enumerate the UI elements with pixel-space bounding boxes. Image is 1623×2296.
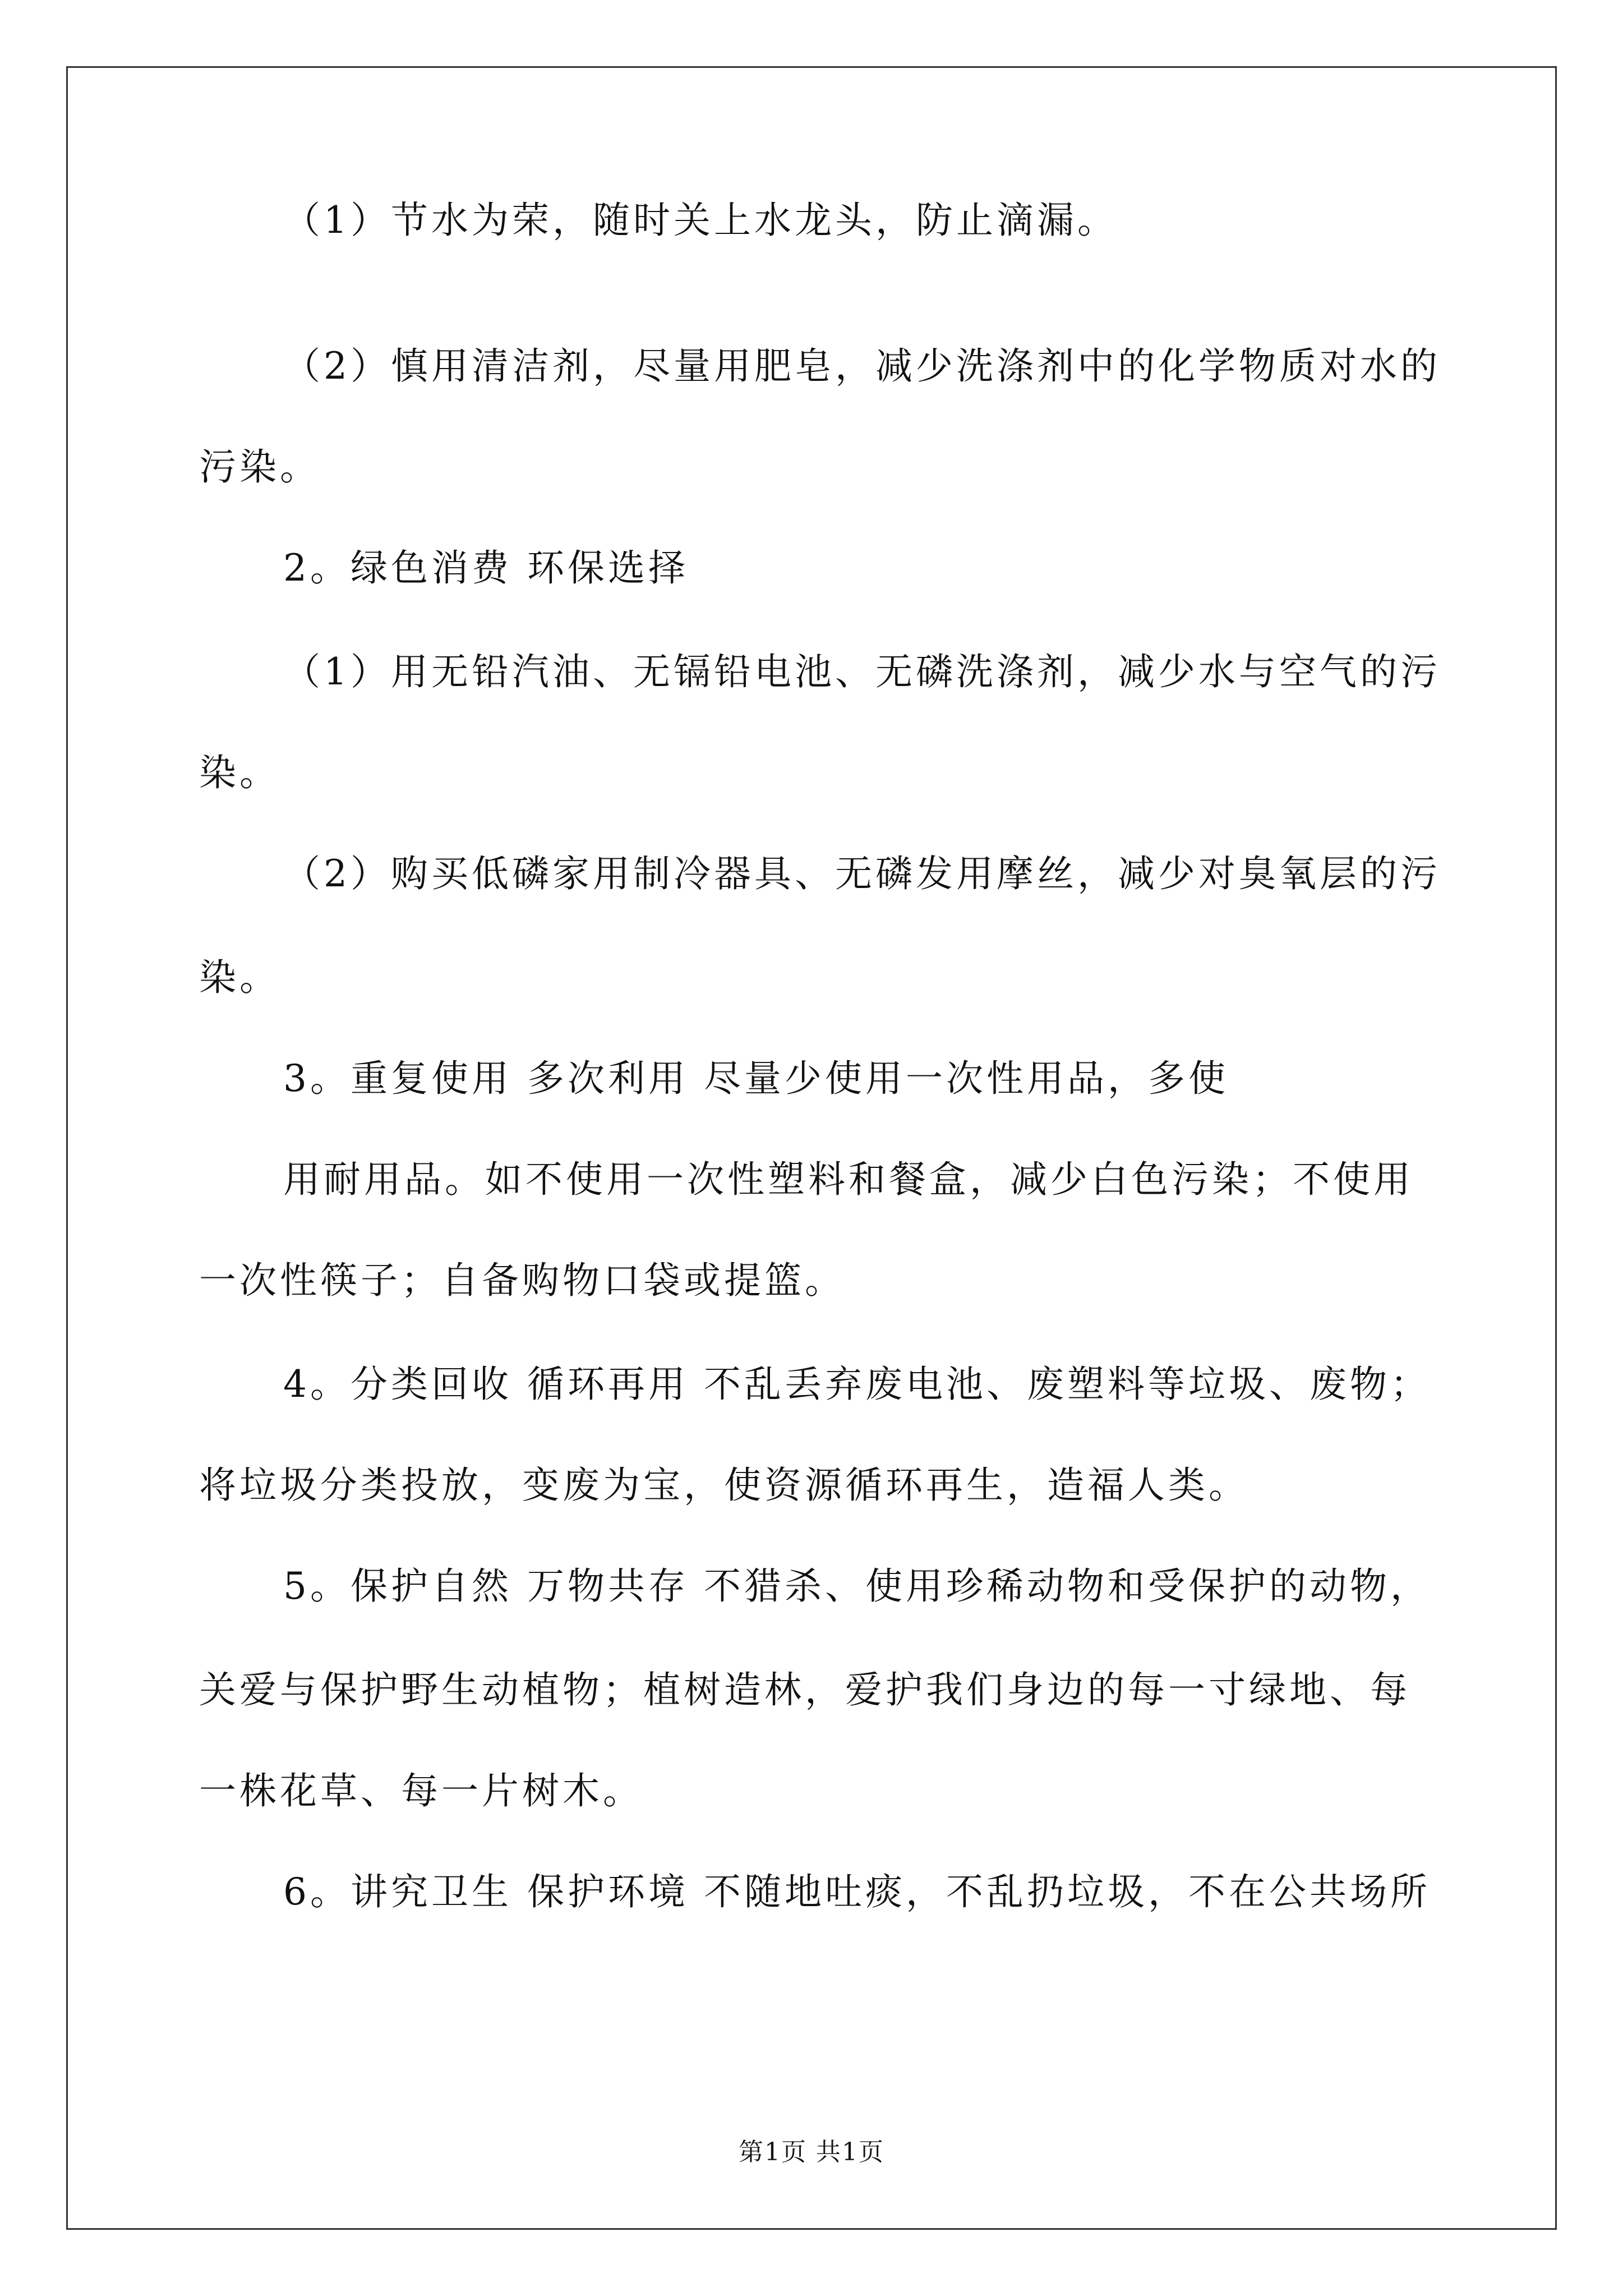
paragraph-line: 污染。 [199,445,320,489]
paragraph-line: 关爱与保护野生动植物；植树造林，爱护我们身边的每一寸绿地、每 [199,1668,1410,1711]
paragraph-line: 一株花草、每一片树木。 [199,1769,643,1812]
paragraph-line: 染。 [199,956,280,999]
paragraph-line: （2）慎用清洁剂，尽量用肥皂，减少洗涤剂中的化学物质对水的 [283,344,1441,388]
paragraph-line: 6。讲究卫生 保护环境 不随地吐痰，不乱扔垃圾，不在公共场所 [283,1870,1431,1913]
paragraph-line: （1）节水为荣，随时关上水龙头，防止滴漏。 [283,199,1118,242]
paragraph-line: （2）购买低磷家用制冷器具、无磷发用摩丝，减少对臭氧层的污 [283,852,1441,895]
paragraph-line: 3。重复使用 多次利用 尽量少使用一次性用品，多使 [283,1057,1229,1100]
paragraph-line: 5。保护自然 万物共存 不猎杀、使用珍稀动物和受保护的动物， [283,1565,1431,1608]
paragraph-line: 4。分类回收 循环再用 不乱丢弃废电池、废塑料等垃圾、废物； [283,1363,1431,1406]
paragraph-line: 一次性筷子；自备购物口袋或提篮。 [199,1259,845,1302]
paragraph-line: 将垃圾分类投放，变废为宝，使资源循环再生，造福人类。 [199,1464,1249,1507]
paragraph-line: 染。 [199,751,280,794]
page-footer: 第1页 共1页 [739,2138,884,2166]
paragraph-line: （1）用无铅汽油、无镉铅电池、无磷洗涤剂，减少水与空气的污 [283,650,1441,693]
paragraph-line: 2。绿色消费 环保选择 [283,546,689,590]
paragraph-line: 用耐用品。如不使用一次性塑料和餐盒，减少白色污染；不使用 [283,1158,1414,1201]
